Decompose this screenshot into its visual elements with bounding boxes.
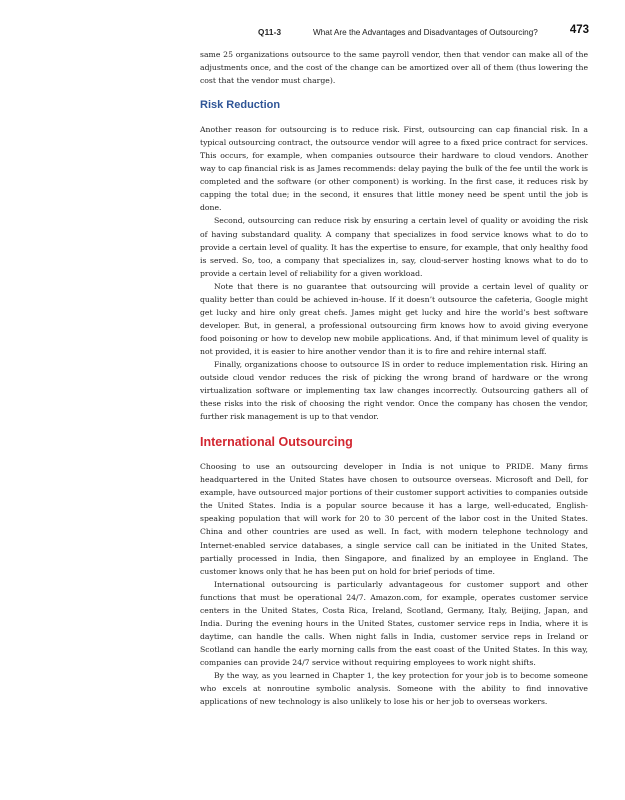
- body-text: [200, 48, 588, 708]
- risk-paragraph-4: Finally, organizations choose to outsource IS in order to reduce implementation risk. Hiring an outside cloud vendor reduces the risk of picking the wrong brand of hardware or the wrong virtualization software or implementing tax law changes incorrectly. Outsourcing gathers all of these risks into the risk of choosing the right vendor. Once the company has chosen the vendor, further risk management is up to that vendor.: [200, 359, 588, 422]
- running-head: [258, 24, 589, 40]
- opening-paragraph: same 25 organizations outsource to the same payroll vendor, then that vendor can make all of the adjustments once, and the cost of the change can be amortized over all of them (thus lowering the cost that the vendor must charge).: [200, 50, 588, 86]
- international-paragraph-2: International outsourcing is particularly advantageous for customer support and other functions that must be operational 24/7. Amazon.com, for example, operates customer service centers in the United States, Costa Rica, Ireland, Scotland, Germany, Italy, Beijing, Japan, and India. During the evening hours in the United States, customer service reps in India, where it is daytime, can handle the calls. When night falls in India, customer service reps in Ireland or Scotland can handle the early morning calls from the east coast of the United States. In this way, companies can provide 24/7 service without requiring employees to work night shifts.: [200, 579, 588, 667]
- international-paragraph-3: By the way, as you learned in Chapter 1, the key protection for your job is to become someone who excels at nonroutine symbolic analysis. Someone with the ability to find innovative applications of new technology is also unlikely to lose his or her job to overseas workers.: [200, 670, 588, 707]
- risk-paragraph-2: Second, outsourcing can reduce risk by ensuring a certain level of quality or avoiding the risk of having substandard quality. A company that specializes in food service knows what to do to provide a certain level of quality. It has the expertise to ensure, for example, that only healthy food is served. So, too, a company that specializes in, say, cloud-server hosting knows what to do to provide a certain level of reliability for a given workload.: [200, 216, 588, 278]
- question-code: Q11-3: [258, 28, 282, 37]
- page-number: 473: [569, 24, 589, 36]
- risk-paragraph-1: Another reason for outsourcing is to reduce risk. First, outsourcing can cap financial risk. In a typical outsourcing contract, the outsource vendor will agree to a fixed price contract for services. This occurs, for example, when companies outsource their hardware to cloud vendors. Another way to cap financial risk is as James recommends: delay paying the bulk of the fee until the work is completed and the software (or other component) is working. In the first case, it reduces risk by capping the total due; in the second, it ensures that little money need be spent until the job is done.: [200, 125, 588, 213]
- international-paragraph-1: Choosing to use an outsourcing developer in India is not unique to PRIDE. Many firms headquartered in the United States have chosen to outsource overseas. Microsoft and Dell, for example, have outsourced major portions of their customer support activities to companies outside the United States. India is a popular source because it has a large, well-educated, English-speaking population that will work for 20 to 30 percent of the labor cost in the United States. China and other countries are used as well. In fact, with modern telephone technology and Internet-enabled service databases, a single service call can be initiated in the United States, partially processed in India, then Singapore, and finalized by an employee in England. The customer knows only that he has been put on hold for brief periods of time.: [200, 462, 588, 576]
- international-outsourcing-heading: International Outsourcing: [200, 435, 353, 450]
- risk-reduction-heading: Risk Reduction: [200, 99, 281, 112]
- running-head-title: What Are the Advantages and Disadvantages of Outsourcing?: [313, 28, 538, 37]
- risk-paragraph-3: Note that there is no guarantee that outsourcing will provide a certain level of quality or quality better than could be achieved in-house. If it doesn’t outsource the cafeteria, Google might get lucky and hire only great chefs. James might get lucky and hire the world’s best software developer. But, in general, a professional outsourcing firm knows how to avoid giving everyone food poisoning or how to develop new mobile applications. And, if that minimum level of quality is not provided, it is easier to hire another vendor than it is to fire and rehire internal staff.: [200, 281, 588, 356]
